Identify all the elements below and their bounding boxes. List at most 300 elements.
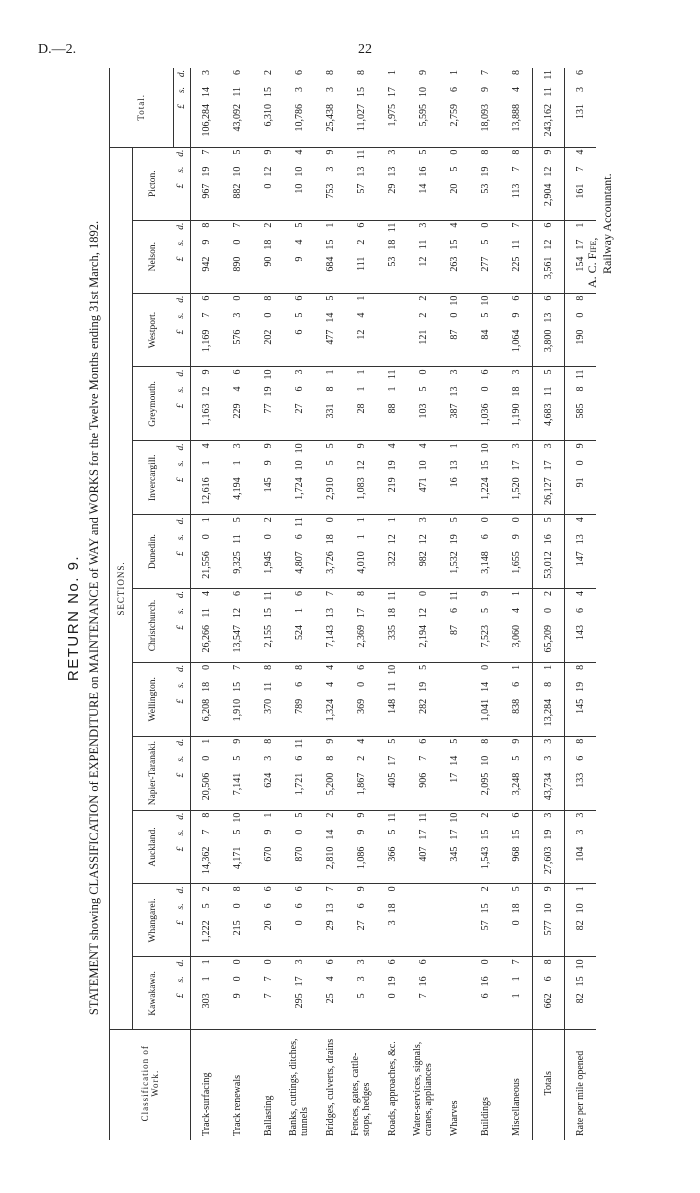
pounds-value: 789: [293, 698, 305, 714]
amount-cell: [346, 293, 377, 367]
pence-value: 9: [355, 443, 367, 449]
shillings-value: 12: [542, 166, 554, 177]
pounds-value: 303: [200, 993, 212, 1009]
shillings-value: 7: [200, 312, 212, 318]
shillings-value: 1: [355, 534, 367, 540]
column-header: Whangarei.: [133, 884, 174, 957]
shillings-value: 11: [200, 608, 212, 618]
pence-value: 4: [200, 443, 212, 449]
table-row: [253, 68, 284, 1140]
pence-value: 0: [231, 295, 243, 301]
amount-cell: [408, 957, 439, 1030]
pence-value: 11: [386, 369, 398, 380]
pounds-value: 202: [262, 329, 274, 345]
amount-cell: [501, 736, 533, 810]
shillings-value: 9: [200, 239, 212, 245]
pounds-value: 57: [479, 920, 491, 931]
amount-cell: [346, 68, 377, 147]
amount-cell: [190, 367, 222, 441]
pounds-value: 143: [574, 625, 586, 641]
amount-cell: [377, 884, 408, 957]
pounds-value: 890: [231, 256, 243, 272]
amount-cell: [564, 515, 596, 589]
unit-shillings: s.: [176, 755, 187, 762]
shillings-value: 12: [262, 166, 274, 177]
pounds-value: 215: [231, 920, 243, 936]
unit-pounds: £: [176, 403, 187, 409]
pounds-value: 9: [231, 993, 243, 999]
pounds-value: 145: [574, 698, 586, 714]
pence-value: 1: [574, 886, 586, 892]
table-row: [501, 68, 533, 1140]
amount-cell: [222, 515, 253, 589]
amount-cell: [346, 957, 377, 1030]
unit-pounds: £: [176, 698, 187, 704]
unit-pence: d.: [176, 222, 187, 230]
pounds-value: 471: [417, 477, 429, 493]
pence-value: 5: [417, 149, 429, 155]
shillings-value: 5: [479, 239, 491, 245]
pounds-value: 27: [293, 403, 305, 414]
amount-cell: [315, 441, 346, 515]
shillings-value: 9: [510, 312, 522, 318]
column-header: Auckland.: [133, 810, 174, 884]
pence-value: 8: [262, 738, 274, 744]
pounds-value: 1: [510, 993, 522, 999]
pounds-value: 2,095: [479, 772, 491, 796]
shillings-value: 18: [510, 903, 522, 914]
pounds-value: 133: [574, 772, 586, 788]
shillings-value: 6: [293, 903, 305, 909]
pounds-value: 5: [355, 993, 367, 999]
pence-value: 1: [355, 517, 367, 523]
table-row: [439, 68, 470, 1140]
amount-cell: [253, 810, 284, 884]
shillings-value: 11: [542, 386, 554, 397]
pounds-value: 576: [231, 329, 243, 345]
pence-value: 6: [293, 70, 305, 75]
amount-cell: [190, 147, 222, 220]
page-number: 22: [358, 42, 372, 57]
shillings-value: 0: [574, 312, 586, 318]
unit-pence: d.: [176, 295, 187, 303]
amount-cell: [346, 884, 377, 957]
shillings-value: 0: [293, 829, 305, 835]
pence-value: 6: [355, 664, 367, 670]
shillings-value: 16: [479, 976, 491, 987]
amount-cell: [284, 367, 315, 441]
pence-value: 4: [386, 443, 398, 449]
shillings-value: 0: [542, 608, 554, 614]
pounds-value: 6,208: [200, 698, 212, 722]
amount-cell: [222, 589, 253, 663]
pence-value: 2: [479, 886, 491, 892]
pounds-value: 25,438: [324, 104, 336, 132]
pounds-value: 3,726: [324, 551, 336, 574]
pounds-value: 29: [386, 183, 398, 194]
amount-cell: [532, 367, 564, 441]
pence-value: 5: [386, 738, 398, 744]
pounds-value: 4,171: [231, 846, 243, 870]
pence-value: 11: [386, 812, 398, 823]
pence-value: 4: [324, 664, 336, 670]
shillings-value: 5: [479, 608, 491, 614]
shillings-value: 6: [574, 608, 586, 614]
pence-value: 4: [355, 738, 367, 744]
shillings-value: 2: [355, 755, 367, 761]
shillings-value: 11: [510, 239, 522, 250]
column-header: Kawakawa.: [133, 957, 174, 1030]
rotated-content: [65, 68, 645, 1168]
amount-cell: [439, 957, 470, 1030]
signature: [585, 173, 615, 288]
amount-cell: [532, 589, 564, 663]
shillings-value: 2: [355, 239, 367, 245]
pounds-value: 331: [324, 403, 336, 419]
unit-pounds: £: [176, 477, 187, 483]
unit-pounds: £: [176, 846, 187, 852]
amount-cell: [253, 68, 284, 147]
shillings-value: 9: [262, 829, 274, 835]
pounds-value: 161: [574, 183, 586, 199]
amount-cell: [315, 293, 346, 367]
pence-value: 9: [324, 149, 336, 155]
pence-value: 11: [355, 149, 367, 160]
shillings-value: 6: [293, 681, 305, 687]
pence-value: 0: [200, 664, 212, 670]
amount-cell: [253, 515, 284, 589]
pence-value: 6: [262, 886, 274, 892]
shillings-value: 4: [293, 239, 305, 245]
amount-cell: [222, 441, 253, 515]
pence-value: 8: [355, 70, 367, 75]
column-header-total: Total.: [110, 68, 174, 147]
pence-value: 6: [231, 70, 243, 75]
pence-value: 3: [510, 443, 522, 449]
amount-cell: [346, 367, 377, 441]
amount-cell: [470, 884, 501, 957]
column-header: Picton.: [133, 147, 174, 220]
pounds-value: 753: [324, 183, 336, 199]
pounds-value: 335: [386, 625, 398, 641]
shillings-value: 14: [324, 312, 336, 323]
shillings-value: 11: [542, 87, 554, 97]
pounds-value: 26,266: [200, 625, 212, 653]
pounds-value: 65,209: [542, 625, 554, 653]
pence-value: 7: [324, 886, 336, 892]
pence-value: 4: [574, 591, 586, 597]
units-cell: [173, 515, 190, 589]
shillings-value: 18: [386, 903, 398, 914]
amount-cell: [190, 293, 222, 367]
pounds-value: 28: [355, 403, 367, 414]
amount-cell: [564, 441, 596, 515]
shillings-value: 5: [386, 829, 398, 835]
unit-pence: d.: [176, 369, 187, 377]
amount-cell: [346, 810, 377, 884]
pence-value: 3: [200, 70, 212, 75]
pence-value: 2: [262, 222, 274, 228]
pounds-value: 345: [448, 846, 460, 862]
pounds-value: 43,734: [542, 772, 554, 801]
shillings-value: 5: [293, 312, 305, 318]
amount-cell: [253, 293, 284, 367]
amount-cell: [470, 293, 501, 367]
shillings-value: 11: [231, 534, 243, 544]
pounds-value: 7,143: [324, 625, 336, 648]
pence-value: 6: [293, 295, 305, 301]
pence-value: 10: [386, 664, 398, 675]
units-cell: [173, 68, 190, 147]
amount-cell: [470, 662, 501, 736]
pence-value: 2: [479, 812, 491, 818]
pence-value: 8: [324, 70, 336, 75]
pence-value: 1: [355, 369, 367, 375]
pounds-value: 2,155: [262, 625, 274, 648]
pence-value: 2: [200, 886, 212, 892]
amount-cell: [532, 293, 564, 367]
pence-value: 0: [386, 886, 398, 892]
pence-value: 8: [542, 959, 554, 965]
pence-value: 8: [200, 222, 212, 228]
amount-cell: [439, 147, 470, 220]
pence-value: 5: [542, 517, 554, 523]
pence-value: 3: [231, 443, 243, 449]
shillings-value: 9: [355, 829, 367, 835]
shillings-value: 15: [324, 239, 336, 250]
pence-value: 1: [200, 959, 212, 965]
amount-cell: [346, 441, 377, 515]
amount-cell: [222, 884, 253, 957]
amount-cell: [222, 736, 253, 810]
pence-value: 6: [293, 591, 305, 597]
shillings-value: 10: [231, 166, 243, 177]
classification-label: Fences, gates, cattle-stops, hedges: [346, 1030, 377, 1140]
units-cell: [173, 736, 190, 810]
pounds-value: 111: [355, 256, 367, 271]
pounds-value: 11,027: [355, 104, 367, 132]
shillings-value: 5: [510, 755, 522, 761]
pence-value: 4: [448, 222, 460, 228]
pounds-value: 2,904: [542, 183, 554, 207]
classification-label: Buildings: [470, 1030, 501, 1140]
pence-value: 6: [386, 959, 398, 965]
amount-cell: [501, 884, 533, 957]
pence-value: 4: [417, 443, 429, 449]
shillings-value: 3: [262, 755, 274, 761]
pounds-value: 87: [448, 329, 460, 340]
shillings-value: 3: [542, 755, 554, 761]
shillings-value: 11: [417, 239, 429, 250]
pounds-value: 103: [417, 403, 429, 419]
pence-value: 0: [262, 959, 274, 965]
pounds-value: 3,148: [479, 551, 491, 574]
pence-value: 1: [324, 222, 336, 228]
pounds-value: 43,092: [231, 104, 243, 132]
shillings-value: 18: [510, 386, 522, 397]
shillings-value: 19: [386, 976, 398, 987]
shillings-value: 13: [355, 166, 367, 177]
shillings-value: 13: [448, 460, 460, 471]
pounds-value: 154: [574, 256, 586, 272]
pounds-value: 1,169: [200, 329, 212, 353]
pounds-value: 9: [293, 256, 305, 262]
amount-cell: [284, 589, 315, 663]
pounds-value: 1,655: [510, 551, 522, 574]
amount-cell: [439, 589, 470, 663]
amount-cell: [346, 515, 377, 589]
pence-value: 11: [417, 812, 429, 823]
pence-value: 9: [262, 149, 274, 155]
pounds-value: 838: [510, 698, 522, 714]
units-cell: [173, 220, 190, 293]
unit-pence: d.: [176, 443, 187, 451]
amount-cell: [346, 220, 377, 293]
amount-cell: [377, 662, 408, 736]
shillings-value: 0: [479, 386, 491, 392]
unit-shillings: s.: [176, 166, 187, 173]
unit-shillings: s.: [176, 239, 187, 246]
amount-cell: [470, 367, 501, 441]
classification-label: Banks, cuttings, ditches, tunnels: [284, 1030, 315, 1140]
shillings-value: 11: [262, 681, 274, 692]
amount-cell: [284, 810, 315, 884]
shillings-value: 18: [386, 239, 398, 250]
amount-cell: [253, 884, 284, 957]
pence-value: 0: [510, 517, 522, 523]
pounds-value: 53: [386, 256, 398, 267]
amount-cell: [222, 662, 253, 736]
pounds-value: 25: [324, 993, 336, 1004]
pounds-value: 6,310: [262, 104, 274, 127]
amount-cell: [564, 884, 596, 957]
pence-value: 1: [510, 664, 522, 670]
shillings-value: 10: [479, 755, 491, 766]
pounds-value: 84: [479, 329, 491, 340]
amount-cell: [377, 515, 408, 589]
pounds-value: 88: [386, 403, 398, 414]
amount-cell: [439, 220, 470, 293]
amount-cell: [190, 810, 222, 884]
pence-value: 1: [355, 295, 367, 301]
amount-cell: [253, 367, 284, 441]
sections-header: SECTIONS.: [110, 147, 133, 1030]
pounds-value: 229: [231, 403, 243, 419]
classification-label: Wharves: [439, 1030, 470, 1140]
shillings-value: 17: [510, 460, 522, 471]
pence-value: 10: [448, 812, 460, 823]
pence-value: 8: [262, 664, 274, 670]
shillings-value: 4: [510, 87, 522, 92]
pounds-value: 4,010: [355, 551, 367, 574]
pounds-value: 585: [574, 403, 586, 419]
shillings-value: 5: [200, 903, 212, 909]
pounds-value: 106,284: [200, 104, 212, 137]
pounds-value: 1,086: [355, 846, 367, 870]
pounds-value: 148: [386, 698, 398, 714]
pounds-value: 1,543: [479, 846, 491, 870]
pence-value: 8: [510, 149, 522, 155]
shillings-value: 4: [324, 681, 336, 687]
amount-cell: [532, 441, 564, 515]
shillings-value: 1: [293, 608, 305, 614]
shillings-value: 7: [417, 755, 429, 761]
pounds-value: 370: [262, 698, 274, 714]
pounds-value: 90: [262, 256, 274, 267]
pounds-value: 1,532: [448, 551, 460, 574]
shillings-value: 17: [574, 239, 586, 250]
amount-cell: [564, 662, 596, 736]
unit-pence: d.: [176, 738, 187, 746]
pence-value: 2: [262, 70, 274, 75]
amount-cell: [190, 662, 222, 736]
shillings-value: 18: [262, 239, 274, 250]
table-row: [284, 68, 315, 1140]
pence-value: 1: [386, 517, 398, 523]
shillings-value: 12: [386, 534, 398, 545]
amount-cell: [284, 662, 315, 736]
amount-cell: [284, 736, 315, 810]
amount-cell: [408, 662, 439, 736]
shillings-value: 6: [293, 755, 305, 761]
amount-cell: [532, 68, 564, 147]
pence-value: 7: [510, 222, 522, 228]
shillings-value: 7: [200, 829, 212, 835]
pence-value: 10: [231, 812, 243, 823]
pounds-value: 87: [448, 625, 460, 636]
pounds-value: 0: [510, 920, 522, 926]
amount-cell: [346, 736, 377, 810]
pence-value: 11: [386, 222, 398, 233]
shillings-value: 15: [262, 608, 274, 619]
amount-cell: [377, 293, 408, 367]
pounds-value: 4,194: [231, 477, 243, 500]
shillings-value: 5: [479, 312, 491, 318]
pounds-value: 145: [262, 477, 274, 493]
shillings-value: 6: [262, 903, 274, 909]
amount-cell: [315, 515, 346, 589]
pence-value: 6: [510, 812, 522, 818]
classification-label: Totals: [532, 1030, 564, 1140]
pounds-value: 91: [574, 477, 586, 488]
pence-value: 3: [293, 369, 305, 375]
shillings-value: 15: [231, 681, 243, 692]
pence-value: 6: [355, 222, 367, 228]
amount-cell: [564, 736, 596, 810]
pounds-value: 7: [262, 993, 274, 999]
pence-value: 4: [574, 517, 586, 523]
pounds-value: 18,093: [479, 104, 491, 132]
amount-cell: [470, 147, 501, 220]
amount-cell: [222, 957, 253, 1030]
pence-value: 1: [448, 443, 460, 449]
pounds-value: 6: [293, 329, 305, 335]
shillings-value: 9: [262, 460, 274, 466]
amount-cell: [377, 441, 408, 515]
units-cell: [173, 293, 190, 367]
pounds-value: 1,324: [324, 698, 336, 722]
pounds-value: 670: [262, 846, 274, 862]
amount-cell: [439, 736, 470, 810]
pounds-value: 870: [293, 846, 305, 862]
shillings-value: 15: [574, 976, 586, 987]
pounds-value: 20: [448, 183, 460, 194]
pence-value: 1: [262, 812, 274, 818]
pence-value: 0: [417, 369, 429, 375]
pence-value: 7: [231, 664, 243, 670]
amount-cell: [501, 147, 533, 220]
amount-cell: [346, 589, 377, 663]
